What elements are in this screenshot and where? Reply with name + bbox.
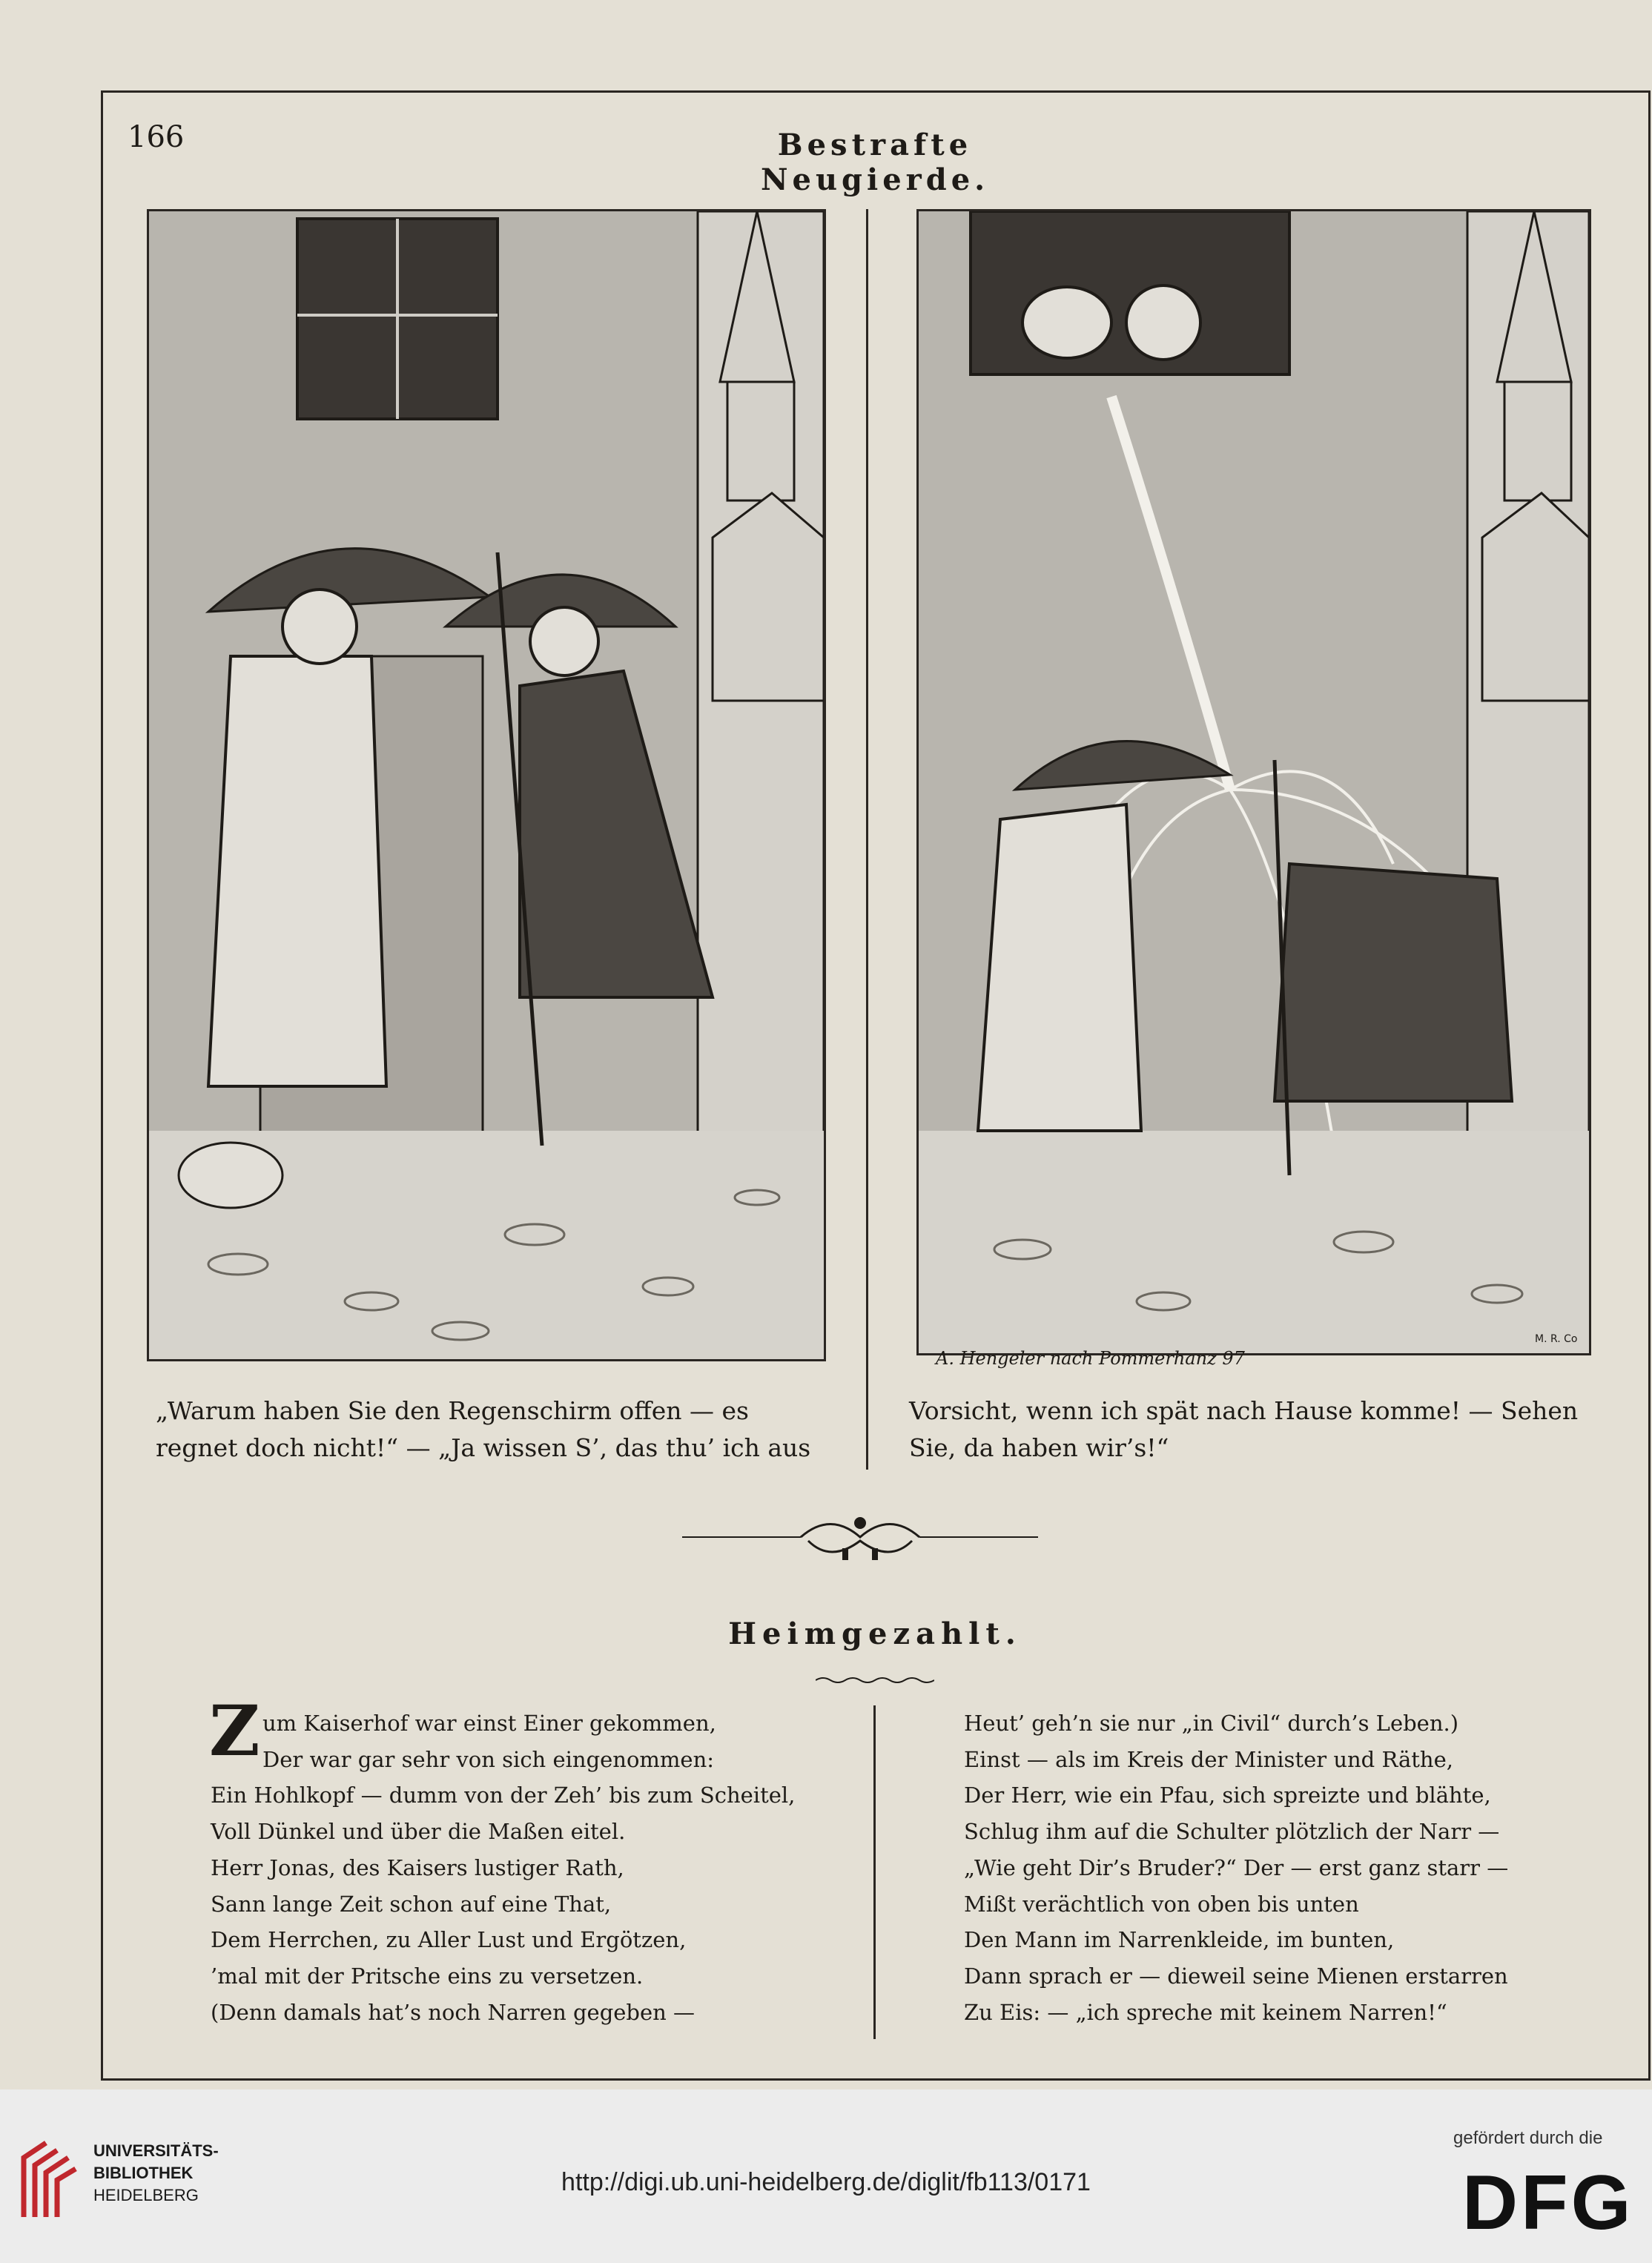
poem-line: Den Mann im Narrenkleide, im bunten, (964, 1927, 1395, 1953)
poem-column-left (211, 1705, 863, 2030)
caption-right-line: Sie, da haben wir’s!“ (909, 1433, 1169, 1462)
poem-line: Dann sprach er — dieweil seine Mienen erstarren (964, 1963, 1508, 1989)
funded-by-label: gefördert durch die (1453, 2128, 1603, 2148)
illustration-panel-left (147, 209, 826, 1361)
poem-line: Schlug ihm auf die Schulter plötzlich der Narr — (964, 1819, 1500, 1845)
poem-line: Voll Dünkel und über die Maßen eitel. (211, 1819, 626, 1845)
caption-left (156, 1393, 838, 1467)
poem-line: Einst — als im Kreis der Minister und Räthe, (964, 1746, 1453, 1772)
decorative-ornament-icon (682, 1504, 1038, 1570)
artist-signature: A. Hengeler nach Pommerhanz 97 (936, 1348, 1245, 1369)
poem-column-right (964, 1705, 1616, 2030)
illustration-panel-right (916, 209, 1591, 1355)
caption-right-line: Vorsicht, wenn ich spät nach Hause komme! — Sehen (909, 1396, 1579, 1425)
poem-line: Mißt verächtlich von oben bis unten (964, 1891, 1359, 1917)
institution-line: HEIDELBERG (93, 2186, 199, 2204)
poem-line: Ein Hohlkopf — dumm von der Zeh’ bis zum Scheitel, (211, 1783, 796, 1808)
poem-line: Der Herr, wie ein Pfau, sich spreizte und blähte, (964, 1783, 1491, 1808)
poem-line: um Kaiserhof war einst Einer gekommen, (262, 1711, 716, 1736)
poem-line: Herr Jonas, des Kaisers lustiger Rath, (211, 1854, 624, 1880)
title-swash-icon (816, 1674, 934, 1686)
institution-line: BIBLIOTHEK (93, 2164, 194, 2182)
caption-left-line: regnet doch nicht!“ — „Ja wissen S’, das thu’ ich aus (156, 1433, 811, 1462)
poem-line: (Denn damals hat’s noch Narren gegeben — (211, 1999, 696, 2025)
caption-column-divider (866, 209, 868, 1470)
source-url-link[interactable]: http://digi.ub.uni-heidelberg.de/diglit/fb113/0171 (561, 2168, 1091, 2196)
caption-right (909, 1393, 1591, 1467)
poem-line: Heut’ geh’n sie nur „in Civil“ durch’s Leben.) (964, 1711, 1459, 1736)
page-number: 166 (128, 120, 185, 154)
institution-line: UNIVERSITÄTS- (93, 2141, 219, 2160)
poem-line: Sann lange Zeit schon auf eine That, (211, 1891, 612, 1917)
poem-line: ’mal mit der Pritsche eins zu versetzen. (211, 1963, 644, 1989)
page-title: Bestrafte Neugierde. (760, 128, 990, 197)
poem-line: Zu Eis: — „ich spreche mit keinem Narren!“ (964, 1999, 1447, 2025)
poem-column-divider (873, 1705, 876, 2039)
poem-line: „Wie geht Dir’s Bruder?“ Der — erst ganz starr — (964, 1854, 1509, 1880)
caption-left-line: „Warum haben Sie den Regenschirm offen — es (156, 1396, 749, 1425)
dfg-logo: DFG (1462, 2160, 1634, 2246)
poem-dropcap: Z (209, 1691, 260, 1772)
poem-line: Dem Herrchen, zu Aller Lust und Ergötzen, (211, 1927, 687, 1953)
poem-line: Der war gar sehr von sich eingenommen: (262, 1746, 715, 1772)
engraver-monogram: M. R. Co (1535, 1333, 1578, 1345)
poem-title: Heimgezahlt. (728, 1616, 1022, 1651)
